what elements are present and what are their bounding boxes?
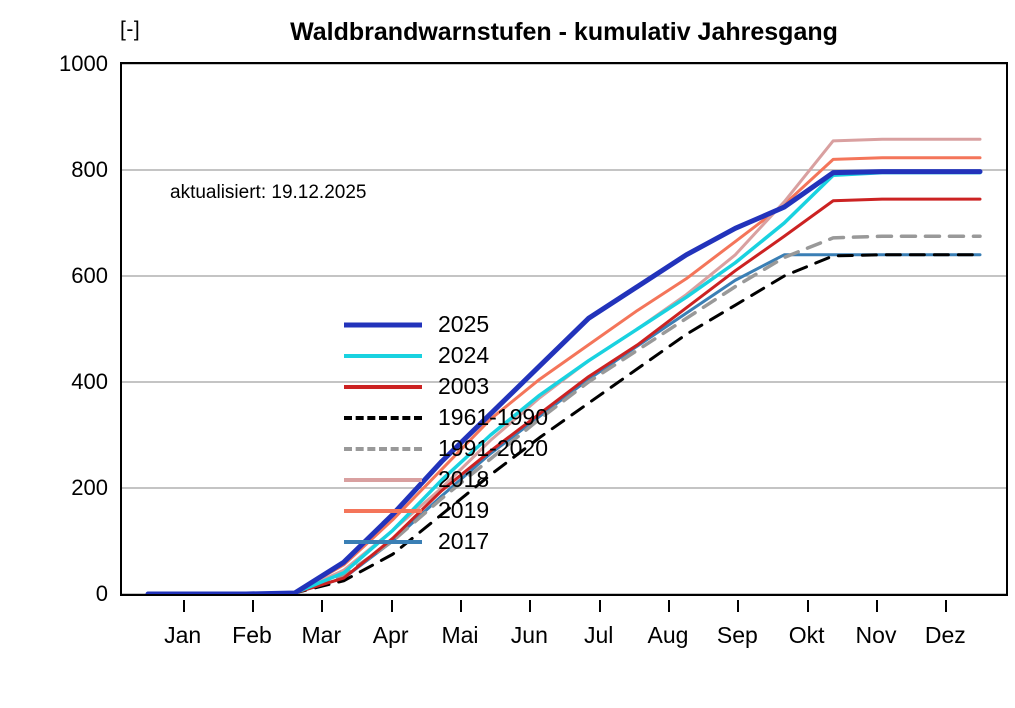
x-tick-mark bbox=[252, 600, 254, 612]
legend-swatch bbox=[344, 532, 422, 552]
unit-label: [-] bbox=[120, 18, 141, 41]
x-tick-label: Jan bbox=[164, 622, 202, 648]
x-tick-mark bbox=[321, 600, 323, 612]
x-tick-label: Nov bbox=[855, 622, 897, 648]
chart-legend bbox=[344, 309, 604, 557]
legend-label: 2003 bbox=[438, 373, 490, 399]
x-tick-mark bbox=[599, 600, 601, 612]
legend-item bbox=[344, 526, 604, 557]
legend-item bbox=[344, 309, 604, 340]
legend-label: 2017 bbox=[438, 528, 490, 554]
x-tick-label: Aug bbox=[647, 622, 689, 648]
x-tick-label: Jul bbox=[583, 622, 614, 648]
x-tick-label: Jun bbox=[510, 622, 548, 648]
x-tick-mark bbox=[460, 600, 462, 612]
x-tick-mark bbox=[183, 600, 185, 612]
x-tick-label: Mai bbox=[441, 622, 479, 648]
legend-label: 2019 bbox=[438, 497, 490, 523]
x-tick-mark bbox=[529, 600, 531, 612]
y-tick-label: 600 bbox=[71, 263, 108, 288]
x-tick-mark bbox=[668, 600, 670, 612]
legend-swatch bbox=[344, 439, 422, 459]
x-tick-mark bbox=[391, 600, 393, 612]
y-tick-label: 400 bbox=[71, 369, 108, 394]
chart-title: Waldbrandwarnstufen - kumulativ Jahresgang bbox=[290, 18, 838, 46]
x-tick-label: Sep bbox=[716, 622, 758, 648]
annotation-text: aktualisiert: 19.12.2025 bbox=[170, 182, 367, 203]
x-tick-label: Okt bbox=[788, 622, 825, 648]
legend-label: 1991-2020 bbox=[438, 435, 548, 461]
x-axis bbox=[120, 600, 1008, 660]
x-tick-label: Dez bbox=[924, 622, 966, 648]
legend-item bbox=[344, 402, 604, 433]
legend-label: 2025 bbox=[438, 311, 490, 337]
legend-item bbox=[344, 340, 604, 371]
legend-swatch bbox=[344, 501, 422, 521]
legend-item bbox=[344, 433, 604, 464]
x-tick-label: Mar bbox=[301, 622, 342, 648]
legend-swatch bbox=[344, 346, 422, 366]
x-tick-mark bbox=[876, 600, 878, 612]
legend-swatch bbox=[344, 315, 422, 335]
y-tick-label: 200 bbox=[71, 475, 108, 500]
x-tick-mark bbox=[945, 600, 947, 612]
legend-item bbox=[344, 464, 604, 495]
legend-label: 2018 bbox=[438, 466, 490, 492]
x-tick-label: Apr bbox=[372, 622, 409, 648]
legend-item bbox=[344, 371, 604, 402]
legend-label: 1961-1990 bbox=[438, 404, 548, 430]
y-tick-label: 800 bbox=[71, 157, 108, 182]
x-tick-mark bbox=[737, 600, 739, 612]
y-axis bbox=[0, 51, 120, 606]
legend-swatch bbox=[344, 408, 422, 428]
x-tick-label: Feb bbox=[232, 622, 272, 648]
legend-label: 2024 bbox=[438, 342, 490, 368]
x-tick-mark bbox=[807, 600, 809, 612]
y-tick-label: 1000 bbox=[59, 51, 108, 76]
y-tick-label: 0 bbox=[95, 581, 108, 606]
legend-swatch bbox=[344, 377, 422, 397]
legend-item bbox=[344, 495, 604, 526]
legend-swatch bbox=[344, 470, 422, 490]
plot-area bbox=[120, 62, 1008, 596]
